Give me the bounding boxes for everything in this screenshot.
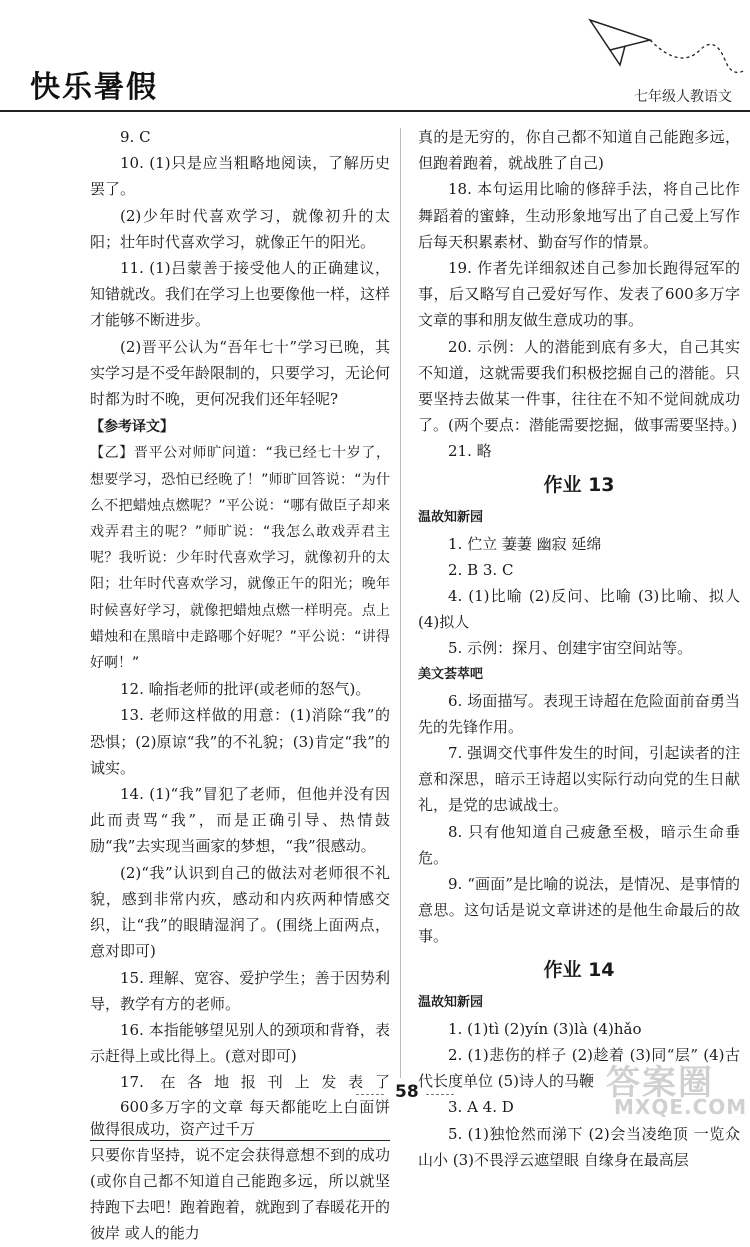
answer-20: 20. 示例：人的潜能到底有多大，自己其实不知道，这就需要我们积极挖掘自己的潜能。只要坚持去做某一件事，往往在不知不觉间就成功了。(两个要点：潜能需要挖掘，做事需要坚持。) bbox=[418, 337, 740, 435]
section-review-14: 温故知新园 bbox=[418, 994, 484, 1010]
reference-translation-tag: 【参考译文】 bbox=[90, 419, 174, 436]
grade-subject-label: 七年级人教语文 bbox=[634, 89, 732, 105]
page-number-dash-left bbox=[356, 1094, 384, 1095]
answer-14-1: 14. (1)“我”冒犯了老师，但他并没有因此而责骂“我”，而是正确引导、热情鼓励“我”去实现当画家的梦想，“我”很感动。 bbox=[90, 785, 390, 856]
answer-18: 18. 本句运用比喻的修辞手法，将自己比作舞蹈着的蜜蜂，生动形象地写出了自己爱上写作后每天积累素材、勤奋写作的情景。 bbox=[418, 180, 740, 251]
answer-11-2: (2)晋平公认为“吾年七十”学习已晚，其实学习是不受年龄限制的，只要学习，无论何时都为时不晚，更何况我们还年轻呢? bbox=[90, 337, 391, 409]
hw13-answer-7: 7. 强调交代事件发生的时间，引起读者的注意和深思，暗示王诗超以实际行动向党的生日献礼，是党的忠诚战士。 bbox=[418, 744, 740, 815]
page-number-dash-right bbox=[426, 1094, 454, 1095]
hw14-answer-5: 5. (1)独怆然而涕下 (2)会当凌绝顶 一览众山小 (3)不畏浮云遮望眼 自缘身在最高层 bbox=[418, 1124, 740, 1169]
answer-12: 12. 喻指老师的批评(或老师的怒气)。 bbox=[120, 680, 371, 699]
answer-9: 9. C bbox=[120, 128, 151, 146]
hw13-answer-9: 9. “画面”是比喻的说法，是情况、是事情的意思。这句话是说文章讲述的是他生命最后的故事。 bbox=[418, 875, 740, 946]
answer-16: 16. 本指能够望见别人的颈项和背脊，表示赶得上或比得上。(意对即可) bbox=[90, 1020, 390, 1066]
hw13-answer-6: 6. 场面描写。表现王诗超在危险面前奋勇当先的先锋作用。 bbox=[418, 691, 740, 736]
answer-10-1: 10. (1)只是应当粗略地阅读，了解历史罢了。 bbox=[90, 154, 390, 199]
answer-19: 19. 作者先详细叙述自己参加长跑得冠军的事，后又略写自己爱好写作、发表了600多万字文章的事和朋友做生意成功的事。 bbox=[418, 259, 740, 330]
answer-10-2: (2)少年时代喜欢学习，就像初升的太阳；壮年时代喜欢学习，就像正午的阳光。 bbox=[90, 206, 390, 251]
hw14-answer-3-4: 3. A 4. D bbox=[448, 1098, 514, 1117]
answer-17-rest: 只要你肯坚持，说不定会获得意想不到的成功(或你自己都不知道自己能跑多远，所以就坚持跑下去吧！跑着跑着，就跑到了春暖花开的彼岸 或人的能力 bbox=[90, 1145, 391, 1243]
logo bbox=[20, 60, 220, 110]
answer-17-underlined: 600多万字的文章 每天都能吃上白面饼 做得很成功，资产过千万 bbox=[90, 1096, 390, 1141]
column-divider bbox=[400, 128, 401, 1078]
hw13-answer-4: 4. (1)比喻 (2)反问、比喻 (3)比喻、拟人 (4)拟人 bbox=[418, 587, 740, 632]
answer-14-2: (2)“我”认识到自己的做法对老师很不礼貌，感到非常内疚，感动和内疚两种情感交织，让“我”的眼睛湿润了。(围绕上面两点，意对即可) bbox=[90, 863, 390, 961]
hw13-answer-2-3: 2. B 3. C bbox=[448, 560, 514, 579]
hw13-answer-5: 5. 示例：探月、创建宇宙空间站等。 bbox=[448, 639, 693, 658]
homework-14-title: 作业 14 bbox=[543, 958, 615, 981]
homework-13-title: 作业 13 bbox=[543, 473, 615, 496]
left-column bbox=[90, 124, 390, 1247]
answer-15: 15. 理解、宽容、爱护学生；善于因势利导，教学有方的老师。 bbox=[90, 968, 390, 1013]
answer-13: 13. 老师这样做的用意：(1)消除“我”的恐惧；(2)原谅“我”的不礼貌；(3)肯定“我”的诚实。 bbox=[90, 706, 390, 777]
paper-plane-icon bbox=[550, 10, 750, 90]
right-column bbox=[418, 124, 740, 1173]
section-review-13: 温故知新园 bbox=[418, 509, 484, 525]
logo-text: 快乐暑假 bbox=[30, 70, 158, 105]
answer-17-continued: 真的是无穷的，你自己都不知道自己能跑多远，但跑着跑着，就战胜了自己) bbox=[418, 128, 740, 173]
section-essay: 美文荟萃吧 bbox=[418, 666, 484, 682]
header-rule bbox=[0, 110, 750, 112]
reference-translation-text: 【乙】晋平公对师旷问道：“我已经七十岁了，想要学习，恐怕已经晚了！”师旷回答说：“为什么不把蜡烛点燃呢？”平公说：“哪有做臣子却来戏弄君主的呢？”师旷说：“我怎么敢戏弄君主呢？我听说：少年时代喜欢学习，就像初升的太阳；壮年时代喜欢学习，就像正午的阳光；晚年时候喜好学习，就像把蜡烛点燃一样明亮。点上蜡烛和在黑暗中走路哪个好呢？”平公说：“讲得好啊！” bbox=[90, 445, 390, 672]
answer-21: 21. 略 bbox=[448, 442, 492, 461]
answer-11-1: 11. (1)吕蒙善于接受他人的正确建议，知错就改。我们在学习上也要像他一样，这样才能够不断进步。 bbox=[90, 259, 391, 330]
hw13-answer-8: 8. 只有他知道自己疲惫至极，暗示生命垂危。 bbox=[418, 822, 740, 867]
hw13-answer-1: 1. 伫立 萋萋 幽寂 延绵 bbox=[448, 534, 602, 553]
watermark-text: 答案圈 bbox=[606, 1063, 714, 1103]
watermark bbox=[600, 1055, 750, 1121]
page-number: 58 bbox=[395, 1082, 419, 1102]
hw14-answer-1: 1. (1)tì (2)yín (3)là (4)hǎo bbox=[448, 1019, 642, 1038]
page-header bbox=[0, 0, 750, 128]
watermark-url: MXQE.COM bbox=[614, 1095, 748, 1119]
hw14-answer-2: 2. (1)悲伤的样子 (2)趁着 (3)同“层” (4)古代长度单位 (5)诗人的马鞭 bbox=[418, 1045, 740, 1091]
answer-17-prefix: 17. 在各地报刊上发表了 bbox=[120, 1073, 390, 1092]
answer-17 bbox=[90, 1069, 390, 1246]
